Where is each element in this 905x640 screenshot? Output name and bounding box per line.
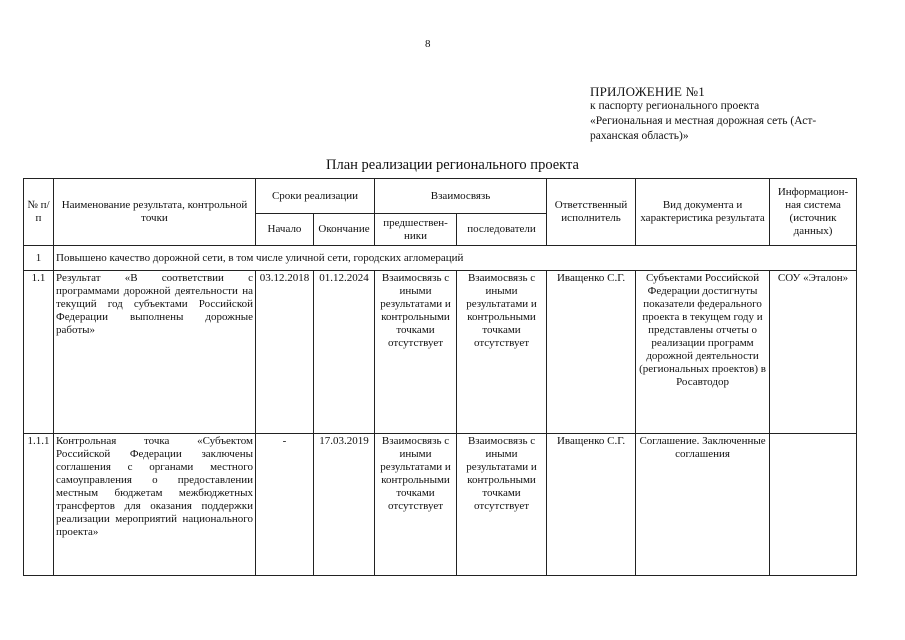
section-row (24, 246, 857, 271)
header-responsible: Ответственный исполнитель (547, 179, 636, 246)
appendix-line: раханская область)» (590, 130, 689, 142)
row-responsible: Иващенко С.Г. (547, 434, 636, 576)
header-doc-type: Вид документа и характеристика результата (636, 179, 770, 246)
row-name: Контрольная точка «Субъектом Российской Федерации заключены соглашения с органами местного самоуправления о предоставлении местным бюджетам межбюджетных трансфертов для оказания поддержки реализации мероприятий национального проекта» (54, 434, 256, 576)
section-num: 1 (24, 246, 54, 271)
row-num: 1.1.1 (24, 434, 54, 576)
row-doc: Субъектами Российской Федерации достигнуты показатели федерального проекта в текущем году и представлены отчеты о реализации программ дорожной деятельности (региональных проектов) в Росавтодор (636, 271, 770, 434)
row-predecessors: Взаимосвязь с иными результатами и контрольными точками отсутствует (375, 271, 457, 434)
appendix-header (590, 84, 890, 144)
header-predecessors: предшествен-ники (375, 214, 457, 246)
row-end: 17.03.2019 (314, 434, 375, 576)
header-terms: Сроки реализации (256, 179, 375, 214)
appendix-line: к паспорту регионального проекта (590, 100, 760, 112)
header-end: Окончание (314, 214, 375, 246)
row-system: СОУ «Эталон» (770, 271, 857, 434)
row-start: 03.12.2018 (256, 271, 314, 434)
row-successors: Взаимосвязь с иными результатами и контрольными точками отсутствует (457, 434, 547, 576)
row-num: 1.1 (24, 271, 54, 434)
row-name: Результат «В соответствии с программами дорожной деятельности на текущий год субъектами Российской Федерации выполнены дорожные работы» (54, 271, 256, 434)
row-start: - (256, 434, 314, 576)
plan-table (23, 178, 857, 576)
appendix-line: «Региональная и местная дорожная сеть (Аст- (590, 115, 817, 127)
header-successors: последователи (457, 214, 547, 246)
row-system (770, 434, 857, 576)
appendix-title: ПРИЛОЖЕНИЕ №1 (590, 84, 705, 99)
header-num: № п/п (24, 179, 54, 246)
table-row (24, 434, 857, 576)
row-responsible: Иващенко С.Г. (547, 271, 636, 434)
table-row (24, 271, 857, 434)
row-predecessors: Взаимосвязь с иными результатами и контрольными точками отсутствует (375, 434, 457, 576)
row-successors: Взаимосвязь с иными результатами и контрольными точками отсутствует (457, 271, 547, 434)
header-relation: Взаимосвязь (375, 179, 547, 214)
page-number: 8 (425, 38, 431, 50)
row-doc: Соглашение. Заключенные соглашения (636, 434, 770, 576)
plan-title: План реализации регионального проекта (326, 157, 579, 173)
header-info-system: Информацион-ная система (источник данных) (770, 179, 857, 246)
section-title: Повышено качество дорожной сети, в том числе уличной сети, городских агломераций (54, 246, 857, 271)
header-name: Наименование результата, контрольной точки (54, 179, 256, 246)
row-end: 01.12.2024 (314, 271, 375, 434)
header-start: Начало (256, 214, 314, 246)
